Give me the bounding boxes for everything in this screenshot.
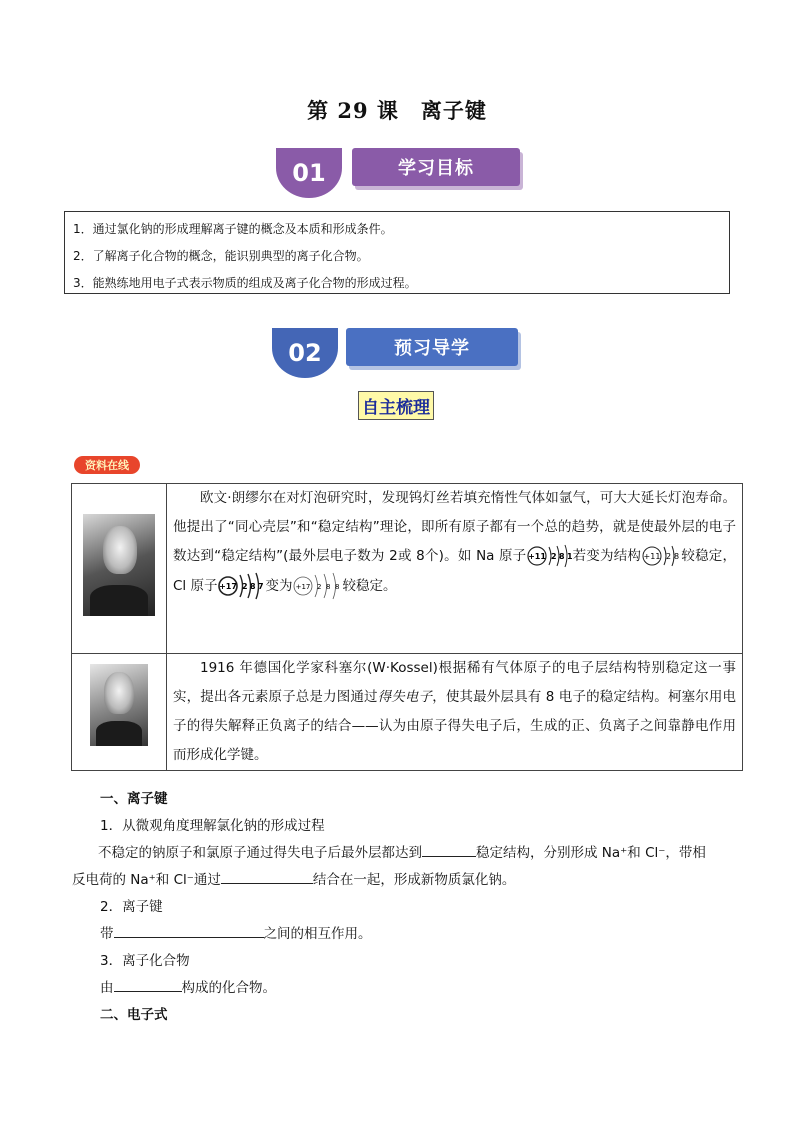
fill-blank[interactable]: [422, 842, 476, 857]
info-text: 1916 年德国化学家科塞尔(W·Kossel)根据稀有气体原子的电子层结构特别稳定这一事实，提出各元素原子总是力图通过得失电子，使其最外层具有 8 电子的稳定结构。柯塞尔用电子的得失解释正负离子的结合——认为由原子得失电子后，生成的正、负离子之间靠静电作用而形成化学键。: [167, 654, 743, 771]
info-table: [71, 483, 743, 771]
svg-text:+17: +17: [219, 582, 238, 591]
svg-text:2: 2: [666, 552, 672, 561]
info-row-langmuir: [72, 484, 743, 654]
paragraph: 带 之间的相互作用。: [100, 921, 730, 948]
subheading: 3．离子化合物: [100, 953, 190, 969]
svg-text:8: 8: [326, 583, 331, 591]
fill-blank[interactable]: [114, 977, 182, 992]
svg-text:+17: +17: [296, 583, 311, 591]
goal-item: 1．通过氯化钠的形成理解离子键的概念及本质和形成条件。: [73, 222, 393, 236]
svg-text:8: 8: [559, 552, 565, 561]
svg-text:8: 8: [250, 582, 257, 591]
fill-blank[interactable]: [221, 869, 313, 884]
paragraph: 由 构成的化合物。: [100, 975, 730, 1002]
section-heading: 一、离子键: [100, 791, 168, 807]
svg-text:+11: +11: [643, 552, 661, 561]
content-section: [72, 786, 730, 1029]
section-label: 预习导学: [346, 328, 518, 366]
subheading: 2．离子键: [100, 899, 163, 915]
info-row-kossel: [72, 654, 743, 771]
na-ion-diagram: [641, 543, 681, 569]
cl-atom-diagram: [217, 571, 265, 601]
goal-item: 2．了解离子化合物的概念，能识别典型的离子化合物。: [73, 249, 369, 263]
goal-item: 3．能熟练地用电子式表示物质的组成及离子化合物的形成过程。: [73, 276, 417, 290]
section-label: 学习目标: [352, 148, 520, 186]
section-banner-preview: [272, 328, 526, 378]
info-text: 欧文·朗缪尔在对灯泡研究时，发现钨灯丝若填充惰性气体如氩气，可大大延长灯泡寿命。他提出了“同心壳层”和“稳定结构”理论，即所有原子都有一个总的趋势，就是使最外层的电子数达到“稳定结构”(最外层电子数为 2或 8个)。如 Na 原子 +11 2 8 1 若变为结构 +11 2 8 较稳定，Cl 原子 +17 2 8 7 变为 +17 2 8 8 较稳定。: [167, 484, 743, 654]
section-heading: 二、电子式: [100, 1007, 168, 1023]
paragraph: 不稳定的钠原子和氯原子通过得失电子后最外层都达到 稳定结构，分别形成 Na⁺和 Cl⁻，带相: [98, 840, 730, 867]
portrait-kossel: [90, 664, 148, 746]
svg-text:7: 7: [258, 582, 265, 591]
svg-text:8: 8: [674, 552, 680, 561]
svg-text:2: 2: [242, 582, 249, 591]
svg-text:2: 2: [551, 552, 557, 561]
svg-text:1: 1: [567, 552, 573, 561]
photo-cell: [72, 484, 167, 654]
na-atom-diagram: [526, 543, 572, 569]
subsection-heading: 自主梳理: [358, 391, 434, 420]
paragraph: 反电荷的 Na⁺和 Cl⁻通过 结合在一起，形成新物质氯化钠。: [72, 867, 730, 894]
learning-goals-box: [64, 211, 730, 294]
fill-blank[interactable]: [114, 923, 264, 938]
portrait-langmuir: [83, 514, 155, 616]
photo-cell: [72, 654, 167, 771]
cl-ion-diagram: [292, 571, 342, 601]
svg-text:8: 8: [335, 583, 340, 591]
section-number: 02: [272, 328, 338, 378]
page-title: 第 29 课 离子键: [307, 98, 487, 123]
subheading: 1．从微观角度理解氯化钠的形成过程: [100, 818, 325, 834]
section-banner-goals: [276, 148, 526, 198]
resource-tag: 资料在线: [74, 456, 140, 474]
svg-text:+11: +11: [528, 552, 547, 561]
svg-text:2: 2: [317, 583, 322, 591]
section-number: 01: [276, 148, 342, 198]
